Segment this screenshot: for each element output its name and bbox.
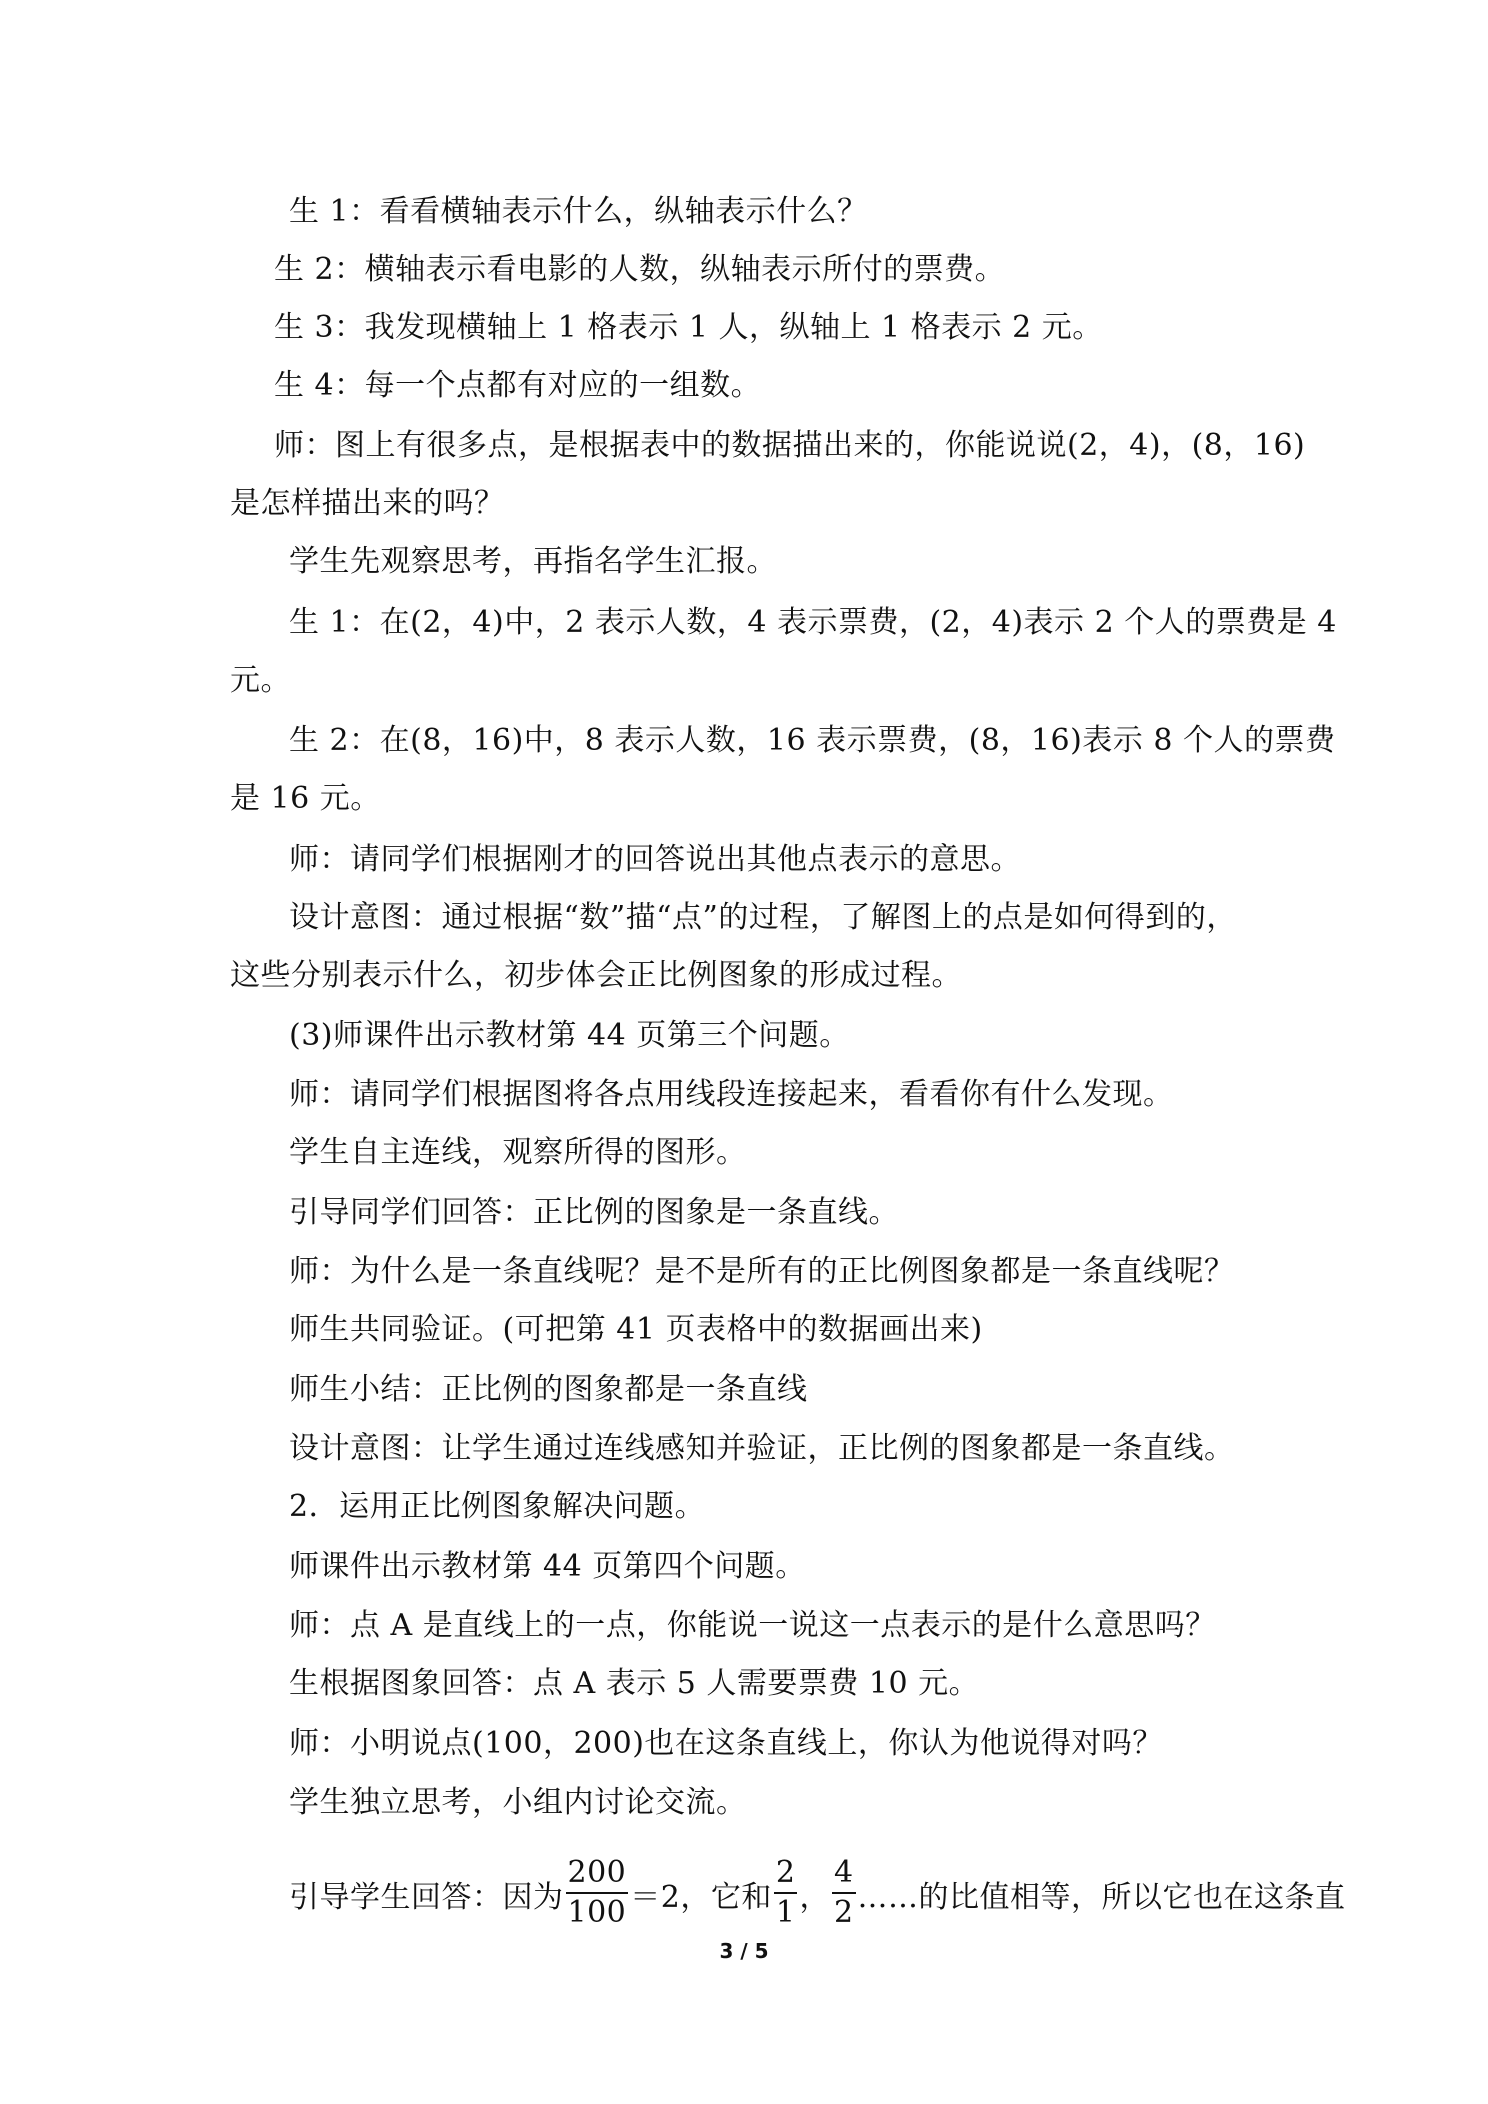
fraction-numerator: 4 — [832, 1854, 856, 1894]
text-line: 师生共同验证。(可把第 41 页表格中的数据画出来) — [289, 1312, 983, 1347]
text-line: 师：请同学们根据图将各点用线段连接起来，看看你有什么发现。 — [289, 1077, 1174, 1112]
text-line: 师：图上有很多点，是根据表中的数据描出来的，你能说说(2，4)，(8，16) — [274, 428, 1306, 463]
text-line: 生 2：在(8，16)中，8 表示人数，16 表示票费，(8，16)表示 8 个人的票费 — [289, 723, 1336, 758]
text-line: 师生小结：正比例的图象都是一条直线 — [289, 1372, 808, 1407]
text-line: 学生独立思考，小组内讨论交流。 — [289, 1785, 747, 1820]
fraction-denominator: 100 — [567, 1895, 627, 1930]
text-segment: ， — [799, 1880, 830, 1915]
fraction-numerator: 200 — [566, 1854, 629, 1894]
text-line: 学生先观察思考，再指名学生汇报。 — [289, 544, 777, 579]
fraction — [832, 1854, 856, 1932]
text-line: (3)师课件出示教材第 44 页第三个问题。 — [289, 1018, 850, 1053]
fraction — [774, 1854, 798, 1932]
text-line: 生 4：每一个点都有对应的一组数。 — [274, 368, 762, 403]
page-number: 3 / 5 — [719, 1939, 769, 1963]
text-line: 生 1：看看横轴表示什么，纵轴表示什么？ — [289, 194, 868, 229]
text-line: 设计意图：让学生通过连线感知并验证，正比例的图象都是一条直线。 — [289, 1431, 1235, 1466]
fraction-denominator: 2 — [833, 1895, 854, 1930]
text-line: 生根据图象回答：点 A 表示 5 人需要票费 10 元。 — [289, 1666, 980, 1701]
text-line: 师课件出示教材第 44 页第四个问题。 — [289, 1549, 806, 1584]
text-segment: ……的比值相等，所以它也在这条直 — [857, 1880, 1346, 1915]
text-line: 师：小明说点(100，200)也在这条直线上，你认为他说得对吗？ — [289, 1726, 1163, 1761]
text-line: 师：点 A 是直线上的一点，你能说一说这一点表示的是什么意思吗？ — [289, 1608, 1216, 1643]
text-line: 引导同学们回答：正比例的图象是一条直线。 — [289, 1195, 899, 1230]
fraction-denominator: 1 — [775, 1895, 796, 1930]
text-line-with-fractions — [289, 1855, 1346, 1938]
text-line: 是 16 元。 — [230, 781, 381, 816]
text-line: 学生自主连线，观察所得的图形。 — [289, 1135, 747, 1170]
text-line: 这些分别表示什么，初步体会正比例图象的形成过程。 — [230, 958, 962, 993]
text-line: 是怎样描出来的吗？ — [230, 486, 505, 521]
fraction — [566, 1854, 629, 1932]
text-line: 生 1：在(2，4)中，2 表示人数，4 表示票费，(2，4)表示 2 个人的票费是 4 — [289, 605, 1337, 640]
text-line: 生 3：我发现横轴上 1 格表示 1 人，纵轴上 1 格表示 2 元。 — [274, 310, 1103, 345]
text-line: 师：为什么是一条直线呢？是不是所有的正比例图象都是一条直线呢？ — [289, 1254, 1235, 1289]
text-line: 师：请同学们根据刚才的回答说出其他点表示的意思。 — [289, 842, 1021, 877]
text-segment: 引导学生回答：因为 — [289, 1880, 564, 1915]
text-line: 生 2：横轴表示看电影的人数，纵轴表示所付的票费。 — [274, 252, 1006, 287]
text-line: 2．运用正比例图象解决问题。 — [289, 1489, 706, 1524]
text-line: 元。 — [230, 663, 291, 698]
text-line: 设计意图：通过根据“数”描“点”的过程，了解图上的点是如何得到的， — [289, 900, 1237, 935]
text-segment: ＝2，它和 — [630, 1880, 772, 1915]
fraction-numerator: 2 — [774, 1854, 798, 1894]
